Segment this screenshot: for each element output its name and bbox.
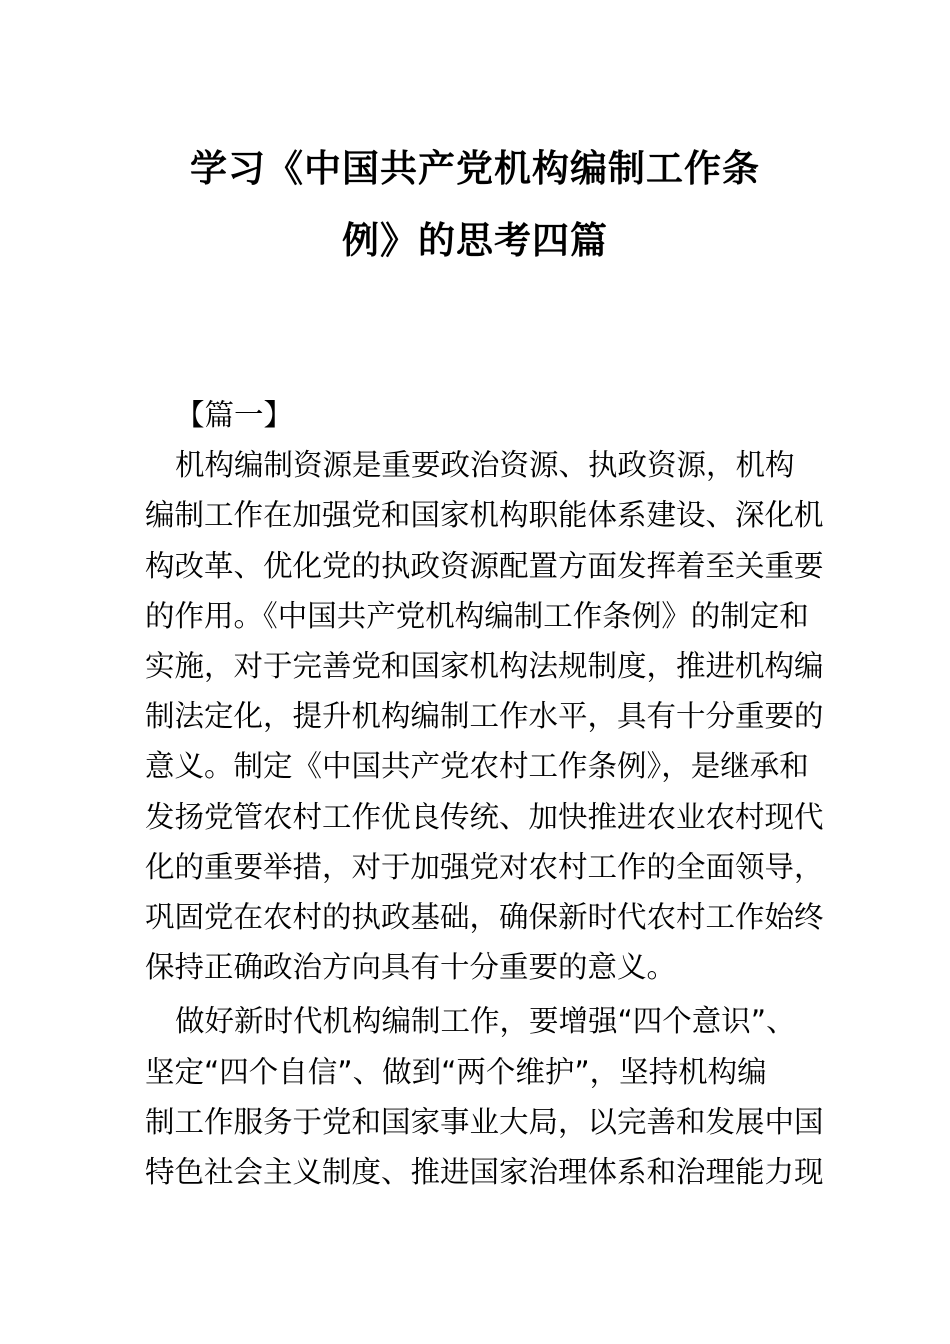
text-line: 化的重要举措，对于加强党对农村工作的全面领导， xyxy=(145,849,824,884)
text-line: 保持正确政治方向具有十分重要的意义。 xyxy=(145,950,677,985)
text-line: 构改革、优化党的执政资源配置方面发挥着至关重要 xyxy=(145,548,824,583)
text-line: 意义。制定《中国共产党农村工作条例》，是继承和 xyxy=(145,749,809,784)
text-line: 机构编制资源是重要政治资源、执政资源，机构 xyxy=(175,448,795,483)
text-line: 实施，对于完善党和国家机构法规制度，推进机构编 xyxy=(145,649,824,684)
text-line: 特色社会主义制度、推进国家治理体系和治理能力现 xyxy=(145,1155,824,1190)
text-line: 制工作服务于党和国家事业大局，以完善和发展中国 xyxy=(145,1104,824,1139)
text-line: 编制工作在加强党和国家机构职能体系建设、深化机 xyxy=(145,498,824,533)
document-body xyxy=(145,390,824,1197)
text-line: 做好新时代机构编制工作，要增强“四个意识”、 xyxy=(175,1004,796,1039)
text-line: 坚定“四个自信”、做到“两个维护”，坚持机构编 xyxy=(145,1054,767,1089)
title-line: 例》的思考四篇 xyxy=(342,219,608,262)
document-title xyxy=(145,133,805,277)
text-line: 制法定化，提升机构编制工作水平，具有十分重要的 xyxy=(145,699,824,734)
paragraph xyxy=(145,440,824,992)
text-line: 巩固党在农村的执政基础，确保新时代农村工作始终 xyxy=(145,900,824,935)
title-line: 学习《中国共产党机构编制工作条 xyxy=(190,147,760,190)
text-line: 发扬党管农村工作优良传统、加快推进农业农村现代 xyxy=(145,799,824,834)
section-heading: 【篇一】 xyxy=(175,398,294,432)
paragraph xyxy=(145,996,824,1197)
text-line: 的作用。《中国共产党机构编制工作条例》的制定和 xyxy=(145,598,809,633)
